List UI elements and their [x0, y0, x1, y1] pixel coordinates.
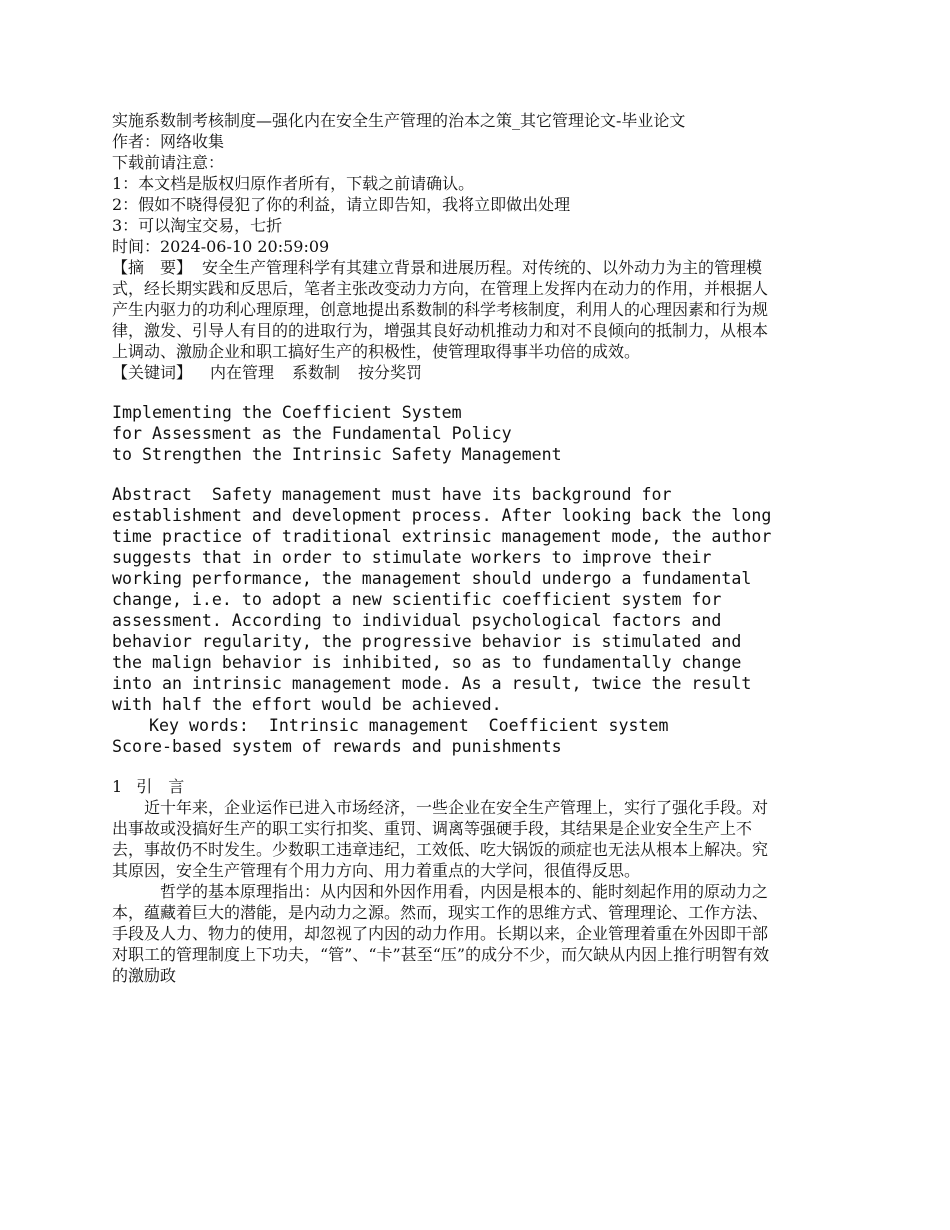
keywords-cn — [112, 362, 772, 383]
body-paragraph: 近十年来，企业运作已进入市场经济，一些企业在安全生产管理上，实行了强化手段。对出事故或没搞好生产的职工实行扣奖、重罚、调离等强硬手段，其结果是企业安全生产上不去，事故仍不时发生。少数职工违章违纪，工效低、吃大锅饭的顽症也无法从根本上解决。究其原因，安全生产管理有个用力方向、用力着重点的大学问，很值得反思。 — [112, 798, 769, 880]
time-line: 时间：2024-06-10 20:59:09 — [112, 237, 330, 256]
notice-heading: 下载前请注意： — [112, 153, 225, 172]
section-number: 1 — [112, 777, 123, 796]
section-title: 引 言 — [136, 777, 185, 796]
notice-item: 3：可以淘宝交易，七折 — [112, 216, 283, 235]
keyword-cn: 系数制 — [292, 363, 341, 382]
document-title: 实施系数制考核制度—强化内在安全生产管理的治本之策_其它管理论文-毕业论文 — [112, 111, 686, 130]
keywords-en — [112, 715, 772, 736]
document-page — [112, 110, 782, 986]
keywords-en-continued: Score-based system of rewards and punishments — [112, 737, 562, 756]
keywords-en-label: Key words: — [149, 716, 249, 735]
title-en-line: to Strengthen the Intrinsic Safety Management — [112, 445, 562, 464]
abstract-cn-label: 【摘 要】 — [112, 258, 193, 277]
author-line: 作者：网络收集 — [112, 132, 225, 151]
abstract-cn — [112, 257, 772, 362]
abstract-cn-text: 安全生产管理科学有其建立背景和进展历程。对传统的、以外动力为主的管理模式，经长期实践和反思后，笔者主张改变动力方向，在管理上发挥内在动力的作用，并根据人产生内驱力的功利心理原理，创意地提出系数制的科学考核制度，利用人的心理因素和行为规律，激发、引导人有目的的进取行为，增强其良好动机推动力和对不良倾向的抵制力，从根本上调动、激励企业和职工搞好生产的积极性，使管理取得事半功倍的成效。 — [112, 258, 769, 361]
notice-item: 2：假如不晓得侵犯了你的利益，请立即告知，我将立即做出处理 — [112, 195, 571, 214]
keyword-cn: 内在管理 — [210, 363, 275, 382]
title-en-line: for Assessment as the Fundamental Policy — [112, 424, 512, 443]
notice-item: 1：本文档是版权归原作者所有，下载之前请确认。 — [112, 174, 475, 193]
body-paragraph: 哲学的基本原理指出：从内因和外因作用看，内因是根本的、能时刻起作用的原动力之本，蕴藏着巨大的潜能，是内动力之源。然而，现实工作的思维方式、管理理论、工作方法、手段及人力、物力的使用，却忽视了内因的动力作用。长期以来，企业管理着重在外因即干部对职工的管理制度上下功夫，“管”、“卡”甚至“压”的成分不少，而欠缺从内因上推行明智有效的激励政 — [112, 882, 770, 985]
section-heading — [112, 776, 772, 797]
abstract-en: Abstract Safety management must have its background for establishment and development process. After looking back the long time practice of traditional extrinsic management mode, the author suggests that in order to stimulate workers to improve their working performance, the management should undergo a fundamental change, i.e. to adopt a new scientific coefficient system for assessment. According to individual psychological factors and behavior regularity, the progressive behavior is stimulated and the malign behavior is inhibited, so as to fundamentally change into an intrinsic management mode. As a result, twice the result with half the effort would be achieved. — [112, 485, 782, 714]
keywords-cn-label: 【关键词】 — [112, 363, 193, 382]
title-en-line: Implementing the Coefficient System — [112, 403, 462, 422]
keyword-cn: 按分奖罚 — [358, 363, 423, 382]
keywords-en-text: Intrinsic management Coefficient system — [268, 716, 669, 735]
